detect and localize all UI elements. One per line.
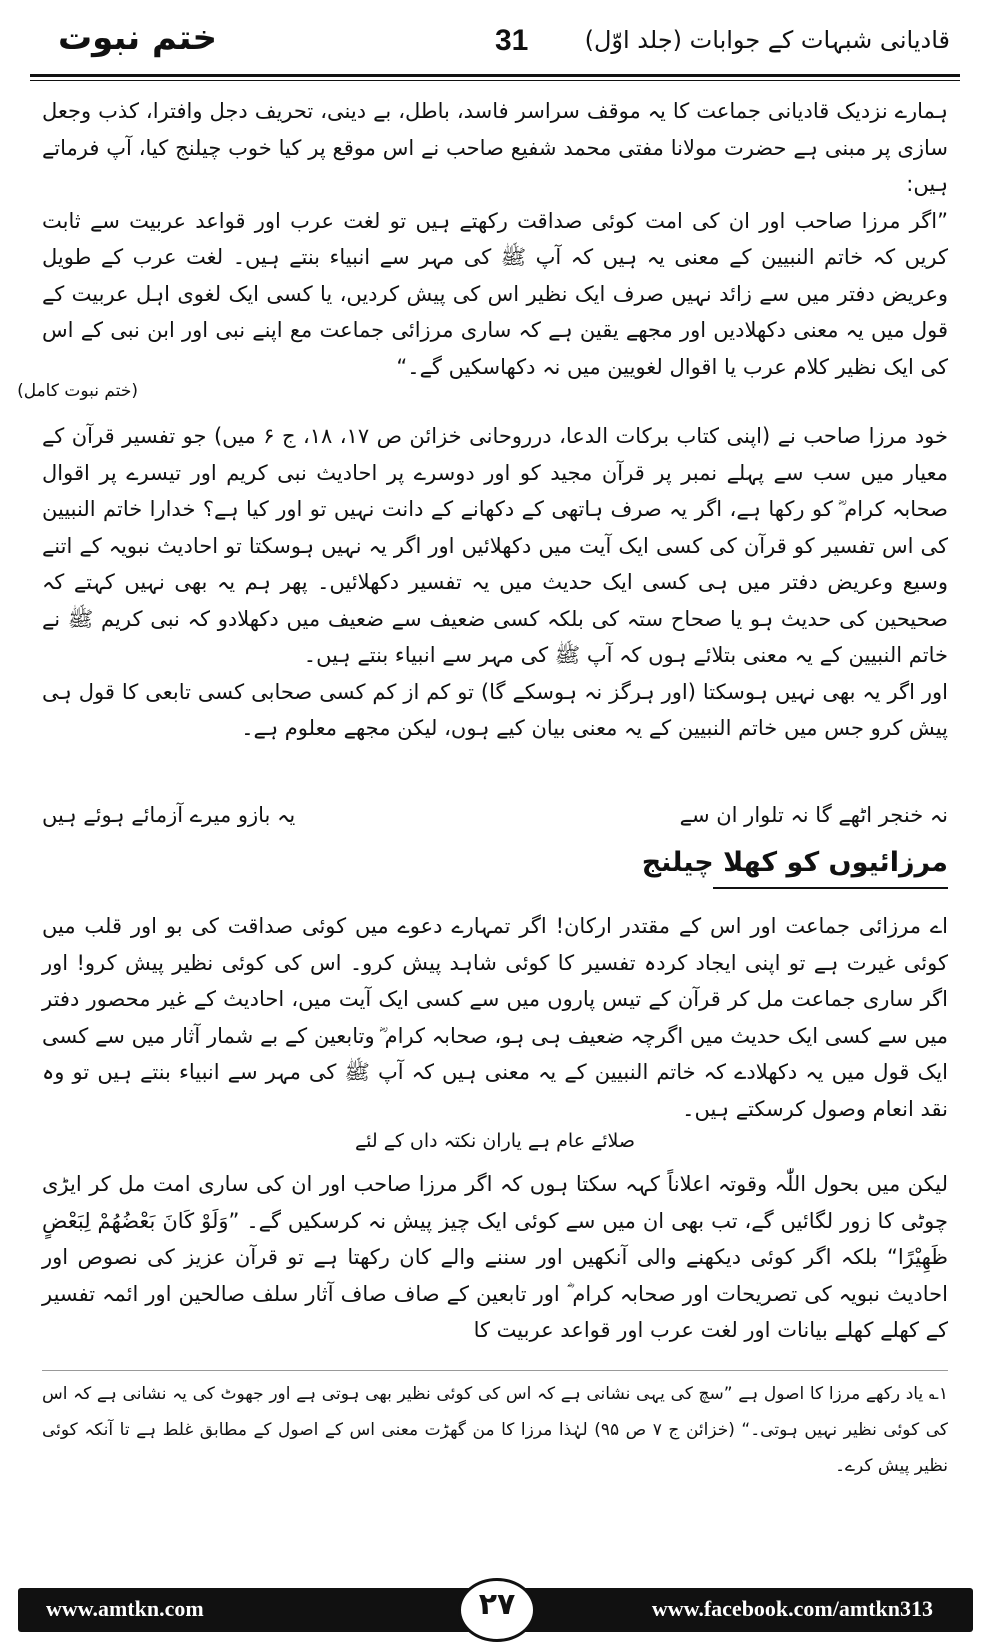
- header-divider: [30, 74, 960, 77]
- challenge-block: [42, 908, 948, 1127]
- page-number: 31: [495, 24, 529, 57]
- argument-paragraph: خود مرزا صاحب نے (اپنی کتاب برکات الدعا، درروحانی خزائن ص ۱۷، ۱۸، ج ۶ میں) جو تفسیر قرآن کے معیار میں سب سے پہلے نمبر پر قرآن مجید کو اور دوسرے پر احادیث نبی کریم اور تیسرے پر اقوال صحابہ کرام ؓ کو رکھا ہے، اگر یہ صرف ہاتھی کے دکھانے کے دانت نہیں تو اور کیا ہے؟ خدارا خاتم النبیین کی اس تفسیر کو قرآن کی کسی ایک آیت میں دکھلائیں اور اگر یہ نہیں ہوسکتا تو احادیث نبویہ کے اتنے وسیع وعریض دفتر میں ہی کسی ایک حدیث میں یہ تفسیر دکھلائیں۔ پھر ہم یہ بھی نہیں کہتے کہ صحیحین کی حدیث ہو یا صحاح ستہ کی بلکہ کسی ضعیف سے ضعیف میں دکھلادو کہ نبی کریم ﷺ نے خاتم النبیین کے یہ معنی بتلائے ہوں کہ آپ ﷺ کی مہر سے انبیاء بنتے ہیں۔: [42, 424, 949, 667]
- footer-page-badge: [458, 1578, 536, 1642]
- section-heading: مرزائیوں کو کھلا چیلنج: [641, 847, 948, 878]
- page-header: [30, 14, 960, 76]
- closing-paragraph: لیکن میں بحول اللّٰہ وقوتہ اعلاناً کہہ سکتا ہوں کہ اگر مرزا صاحب اور ان کی ساری امت مل کر ایڑی چوٹی کا زور لگائیں گے، تب بھی ان میں سے کوئی ایک چیز پیش نہ کرسکیں گے۔ ”وَلَوْ کَانَ بَعْضُھُمْ لِبَعْضٍ ظَھِیْرًا“ بلکہ اگر کوئی دیکھنے والی آنکھیں اور سننے والے کان رکھتا ہے تو قرآن عزیز کی نصوص اور احادیث نبویہ کی تصریحات اور صحابہ کرام ؓ اور تابعین کے صاف صاف آثار سلف صالحین اور ائمہ تفسیر کے کھلے کھلے بیانات اور لغت عرب اور قواعد عربیت کا: [42, 1172, 948, 1342]
- book-title: قادیانی شبہات کے جوابات (جلد اوّل): [584, 26, 950, 54]
- intro-block: [42, 93, 948, 385]
- challenge-paragraph: اے مرزائی جماعت اور اس کے مقتدر ارکان! اگر تمہارے دعوے میں کوئی صداقت کی بو اور قلب میں کوئی غیرت ہے تو اپنی ایجاد کردہ تفسیر کا کوئی شاہد پیش کرو۔ اس کی کوئی نظیر پیش کرو! اور اگر ساری جماعت مل کر قرآن کے تیس پاروں میں سے کسی ایک آیت میں، احادیث کے غیر محصور دفتر میں سے کسی ایک حدیث میں اگرچہ ضعیف ہی ہو، صحابہ کرام ؓ وتابعین کے بے شمار آثار میں سے کسی ایک قول میں یہ دکھلادے کہ خاتم النبیین کے یہ معنی ہیں کہ آپ ﷺ کی مہر سے انبیاء بنتے ہیں تو وہ نقد انعام وصول کرسکتے ہیں۔: [42, 914, 948, 1121]
- website-link[interactable]: www.amtkn.com: [46, 1596, 204, 1621]
- footnote: ۱؎ یاد رکھے مرزا کا اصول ہے ”سچ کی یہی نشانی ہے کہ اس کی کوئی نظیر بھی ہوتی ہے اور جھوٹ کی یہ نشانی ہے کہ اس کی کوئی نظیر نہیں ہوتی۔“ (خزائن ج ۷ ص ۹۵) لہٰذا مرزا کا من گھڑت معنی اس کے اصول کے مطابق غلط ہے تا آنکہ کوئی نظیر پیش کرے۔: [42, 1384, 948, 1476]
- footer-page-number: ۲۷: [478, 1587, 516, 1622]
- quote-paragraph: ”اگر مرزا صاحب اور ان کی امت کوئی صداقت رکھتے ہیں تو لغت عرب اور قواعد عربیت سے ثابت کریں کہ خاتم النبیین کے معنی یہ ہیں کہ آپ ﷺ کی مہر سے انبیاء بنتے ہیں۔ لغت عرب کے طویل وعریض دفتر میں سے زائد نہیں صرف ایک نظیر اس کی پیش کردیں، یا کسی ایک لغوی اہل عربیت کے قول میں یہ معنی دکھلادیں اور مجھے یقین ہے کہ ساری مرزائی جماعت مع اپنے نبی اور ابن نبی کے اس کی ایک نظیر کلام عرب یا اقوال لغویین میں نہ دکھاسکیں گے۔“: [42, 208, 948, 379]
- argument-block: [42, 418, 948, 747]
- citation: (ختم نبوت کامل): [17, 381, 138, 401]
- footnote-divider: [42, 1370, 948, 1371]
- intro-paragraph: ہمارے نزدیک قادیانی جماعت کا یہ موقف سراسر فاسد، باطل، بے دینی، تحریف دجل وافترا، کذب وجعل سازی پر مبنی ہے حضرت مولانا مفتی محمد شفیع صاحب نے اس موقع پر کیا خوب چیلنج کیا، آپ فرماتے ہیں:: [42, 99, 948, 196]
- facebook-link[interactable]: www.facebook.com/amtkn313: [651, 1596, 933, 1621]
- brand-title: ختم نبوت: [58, 18, 218, 58]
- poetry-couplet: [42, 803, 948, 839]
- verse-line: صلائے عام ہے یاران نکتہ داں کے لئے: [355, 1130, 635, 1152]
- argument-paragraph-2: اور اگر یہ بھی نہیں ہوسکتا (اور ہرگز نہ ہوسکے گا) تو کم از کم کسی صحابی کسی تابعی کا قول ہی پیش کرو جس میں خاتم النبیین کے یہ معنی بیان کیے ہوں، لیکن مجھے معلوم ہے۔: [42, 679, 948, 740]
- closing-block: [42, 1166, 948, 1349]
- couplet-second-half: یہ بازو میرے آزمائے ہوئے ہیں: [42, 803, 296, 827]
- page-footer: [18, 1588, 973, 1632]
- header-divider-thin: [30, 80, 960, 81]
- heading-underline: [713, 887, 948, 889]
- couplet-first-half: نہ خنجر اٹھے گا نہ تلوار ان سے: [679, 803, 948, 827]
